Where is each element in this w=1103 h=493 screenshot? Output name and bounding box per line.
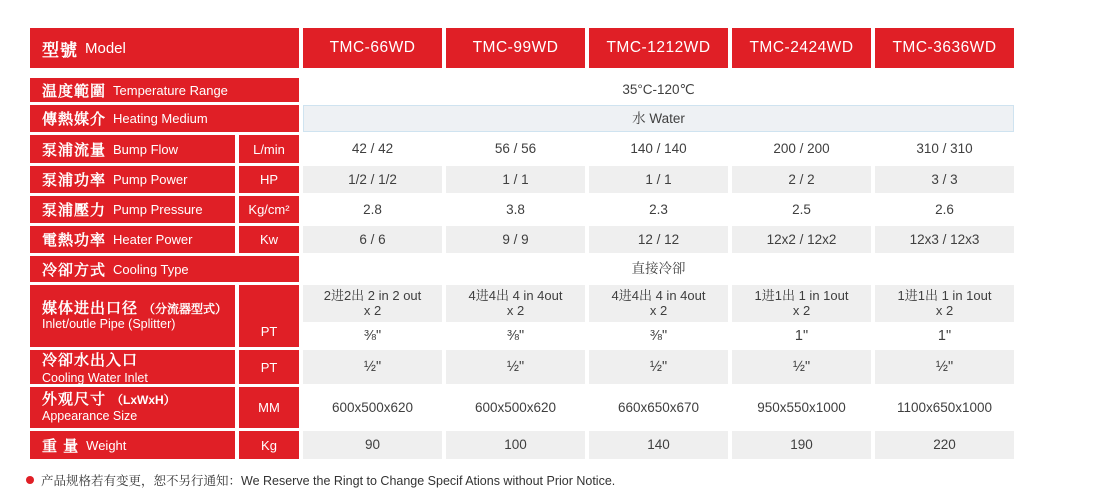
cell-heater-2: 12 / 12 bbox=[589, 226, 728, 253]
cell-flow-3: 200 / 200 bbox=[732, 135, 871, 163]
cell-heater-4: 12x3 / 12x3 bbox=[875, 226, 1014, 253]
size-label-en: Appearance Size bbox=[42, 408, 138, 423]
splitter-inout-text: 1进1出 1 in 1out bbox=[897, 287, 992, 303]
flow-label-en: Bump Flow bbox=[113, 141, 179, 157]
cell-size-2: 660x650x670 bbox=[589, 387, 728, 428]
splitter-inout-text: 4进4出 4 in 4out bbox=[468, 287, 563, 303]
model-header-tmc-99wd: TMC-99WD bbox=[446, 28, 585, 68]
cell-power-1: 1 / 1 bbox=[446, 166, 585, 193]
cell-inlet-3: ½" bbox=[732, 350, 871, 384]
row-label-appearance-size bbox=[30, 387, 235, 428]
unit-appearance-size: MM bbox=[239, 387, 299, 428]
cell-power-3: 2 / 2 bbox=[732, 166, 871, 193]
unit-weight: Kg bbox=[239, 431, 299, 459]
cell-splitter-size-4: 1" bbox=[875, 325, 1014, 347]
pressure-label-en: Pump Pressure bbox=[113, 202, 203, 217]
inlet-label-zh: 冷卻水出入口 bbox=[42, 352, 139, 369]
cell-splitter-size-3: 1" bbox=[732, 325, 871, 347]
cell-inlet-4: ½" bbox=[875, 350, 1014, 384]
cell-splitter-inout-4 bbox=[875, 285, 1014, 322]
cell-splitter-size-0: ⅜" bbox=[303, 325, 442, 347]
row-label-cooling-type bbox=[30, 256, 299, 282]
splitter-label-zh-sub: （分流器型式） bbox=[143, 301, 228, 316]
cell-inlet-0: ½" bbox=[303, 350, 442, 384]
model-label-en: Model bbox=[85, 39, 126, 57]
model-header-label bbox=[30, 28, 299, 68]
heater-label-zh: 電熱功率 bbox=[42, 232, 107, 249]
unit-bump-flow: L/min bbox=[239, 135, 299, 163]
splitter-label-zh: 媒体进出口径 bbox=[42, 299, 139, 317]
cell-power-4: 3 / 3 bbox=[875, 166, 1014, 193]
size-label-zh: 外观尺寸 bbox=[42, 391, 107, 409]
spec-table bbox=[30, 28, 1014, 459]
unit-pump-power: HP bbox=[239, 166, 299, 193]
row-label-bump-flow bbox=[30, 135, 235, 163]
bullet-icon bbox=[26, 476, 34, 484]
model-label-zh: 型號 bbox=[42, 40, 78, 60]
cell-weight-0: 90 bbox=[303, 431, 442, 459]
row-label-pump-pressure bbox=[30, 196, 235, 223]
cell-heater-1: 9 / 9 bbox=[446, 226, 585, 253]
cell-power-0: 1/2 / 1/2 bbox=[303, 166, 442, 193]
medium-label-en: Heating Medium bbox=[113, 111, 208, 126]
cell-cooling-type: 直接冷卻 bbox=[303, 256, 1014, 282]
cell-pressure-1: 3.8 bbox=[446, 196, 585, 223]
cooling-label-zh: 冷卻方式 bbox=[42, 261, 107, 279]
unit-splitter-pipe: PT bbox=[239, 285, 299, 347]
power-label-zh: 泵浦功率 bbox=[42, 172, 107, 189]
size-label-line1 bbox=[42, 392, 176, 408]
cooling-label-en: Cooling Type bbox=[113, 261, 189, 277]
cell-splitter-size-2: ⅜" bbox=[589, 325, 728, 347]
model-header-tmc-3636wd: TMC-3636WD bbox=[875, 28, 1014, 68]
cell-heating-medium: 水 Water bbox=[303, 105, 1014, 132]
cell-splitter-inout-2 bbox=[589, 285, 728, 322]
cell-size-0: 600x500x620 bbox=[303, 387, 442, 428]
cell-inlet-1: ½" bbox=[446, 350, 585, 384]
cell-flow-2: 140 / 140 bbox=[589, 135, 728, 163]
splitter-inout-text: 2进2出 2 in 2 out bbox=[323, 287, 422, 303]
temperature-label-zh: 温度範圍 bbox=[42, 82, 107, 100]
cell-flow-0: 42 / 42 bbox=[303, 135, 442, 163]
power-label-en: Pump Power bbox=[113, 172, 188, 187]
row-label-temperature-range bbox=[30, 78, 299, 102]
splitter-inout-text: 4进4出 4 in 4out bbox=[611, 287, 706, 303]
cell-size-1: 600x500x620 bbox=[446, 387, 585, 428]
model-header-tmc-1212wd: TMC-1212WD bbox=[589, 28, 728, 68]
row-label-heater-power bbox=[30, 226, 235, 253]
cell-size-3: 950x550x1000 bbox=[732, 387, 871, 428]
cell-weight-1: 100 bbox=[446, 431, 585, 459]
splitter-multiplier: x 2 bbox=[935, 302, 954, 318]
temperature-label-en: Temperature Range bbox=[113, 82, 228, 98]
cell-splitter-size-1: ⅜" bbox=[446, 325, 585, 347]
medium-label-zh: 傳熱媒介 bbox=[42, 111, 107, 128]
heater-label-en: Heater Power bbox=[113, 232, 193, 247]
unit-pump-pressure: Kg/cm² bbox=[239, 196, 299, 223]
model-header-tmc-2424wd: TMC-2424WD bbox=[732, 28, 871, 68]
cell-flow-4: 310 / 310 bbox=[875, 135, 1014, 163]
inlet-label-en: Cooling Water Inlet bbox=[42, 371, 148, 384]
cell-heater-3: 12x2 / 12x2 bbox=[732, 226, 871, 253]
model-header-tmc-66wd: TMC-66WD bbox=[303, 28, 442, 68]
flow-label-zh: 泵浦流量 bbox=[42, 141, 107, 159]
unit-cooling-water-inlet: PT bbox=[239, 350, 299, 384]
cell-pressure-3: 2.5 bbox=[732, 196, 871, 223]
disclaimer-note bbox=[26, 471, 615, 489]
cell-temperature-range: 35°C-120℃ bbox=[303, 78, 1014, 102]
cell-splitter-inout-1 bbox=[446, 285, 585, 322]
row-label-weight bbox=[30, 431, 235, 459]
cell-splitter-inout-3 bbox=[732, 285, 871, 322]
size-label-zh-sub: （LxWxH） bbox=[111, 393, 176, 408]
cell-heater-0: 6 / 6 bbox=[303, 226, 442, 253]
splitter-multiplier: x 2 bbox=[792, 302, 811, 318]
splitter-label-en: Inlet/outle Pipe (Splitter) bbox=[42, 317, 176, 332]
cell-power-2: 1 / 1 bbox=[589, 166, 728, 193]
row-label-cooling-water-inlet bbox=[30, 350, 235, 384]
splitter-multiplier: x 2 bbox=[363, 302, 382, 318]
pressure-label-zh: 泵浦壓力 bbox=[42, 202, 107, 219]
cell-weight-4: 220 bbox=[875, 431, 1014, 459]
splitter-multiplier: x 2 bbox=[506, 302, 525, 318]
cell-splitter-inout-0 bbox=[303, 285, 442, 322]
disclaimer-text: 产品规格若有变更，恕不另行通知：We Reserve the Ringt to Change Specif Ations without Prior Notice. bbox=[41, 474, 616, 488]
unit-heater-power: Kw bbox=[239, 226, 299, 253]
row-label-heating-medium bbox=[30, 105, 299, 132]
cell-weight-3: 190 bbox=[732, 431, 871, 459]
splitter-inout-text: 1进1出 1 in 1out bbox=[754, 287, 849, 303]
cell-pressure-0: 2.8 bbox=[303, 196, 442, 223]
cell-size-4: 1100x650x1000 bbox=[875, 387, 1014, 428]
cell-flow-1: 56 / 56 bbox=[446, 135, 585, 163]
splitter-multiplier: x 2 bbox=[649, 302, 668, 318]
cell-pressure-4: 2.6 bbox=[875, 196, 1014, 223]
cell-pressure-2: 2.3 bbox=[589, 196, 728, 223]
weight-label-zh: 重 量 bbox=[42, 437, 80, 455]
row-label-splitter-pipe bbox=[30, 285, 235, 347]
weight-label-en: Weight bbox=[86, 437, 127, 453]
splitter-label-line1 bbox=[42, 301, 227, 317]
row-label-pump-power bbox=[30, 166, 235, 193]
cell-inlet-2: ½" bbox=[589, 350, 728, 384]
cell-weight-2: 140 bbox=[589, 431, 728, 459]
